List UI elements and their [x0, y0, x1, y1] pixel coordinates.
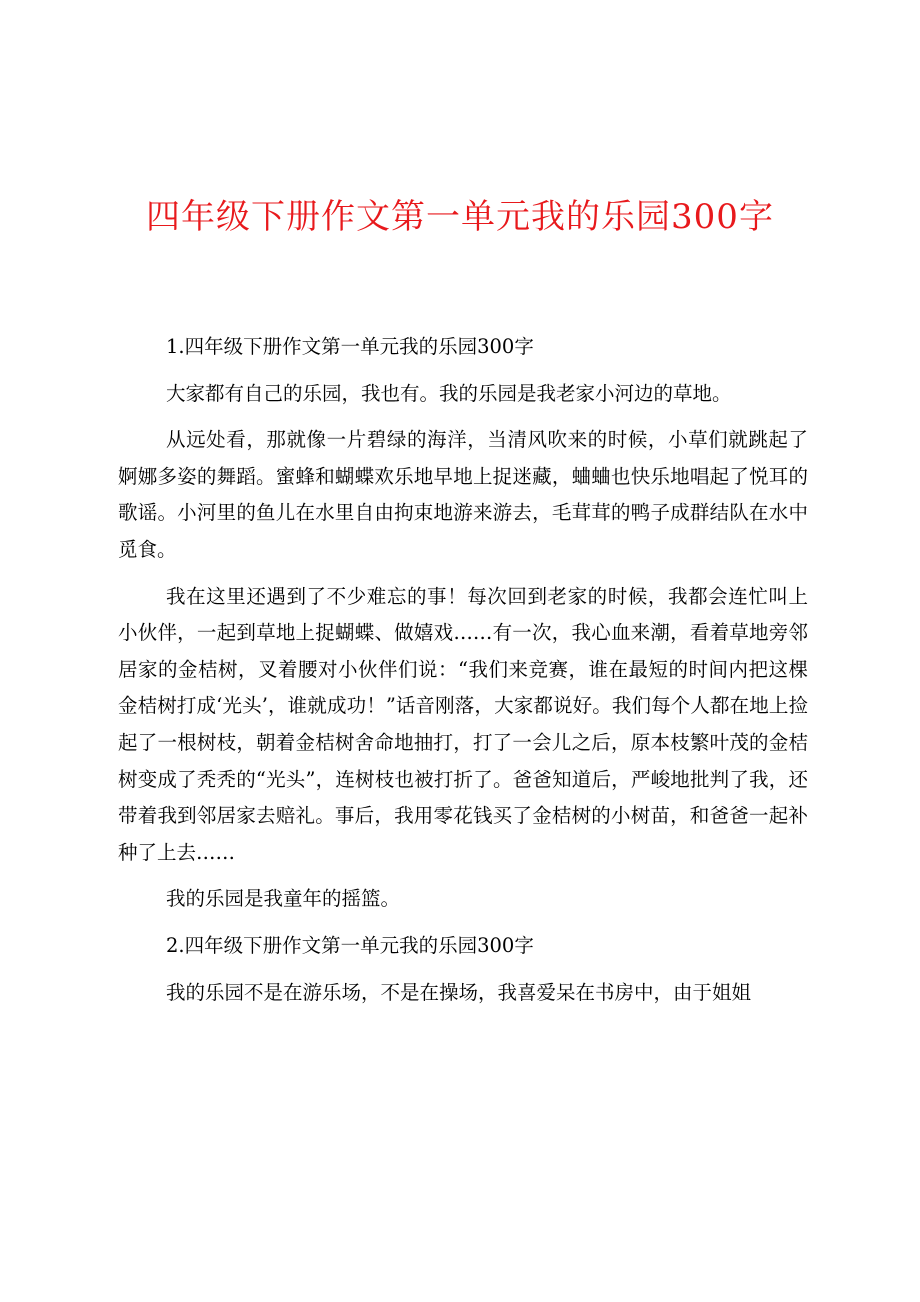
section-heading-1: 1.四年级下册作文第一单元我的乐园300字: [166, 335, 534, 358]
page-title: 四年级下册作文第一单元我的乐园300字: [146, 197, 774, 237]
paragraph: 我在这里还遇到了不少难忘的事！每次回到老家的时候，我都会连忙叫上小伙伴，一起到草地上捉蝴蝶、做嬉戏……有一次，我心血来潮，看着草地旁邻居家的金桔树，叉着腰对小伙伴们说：“我们来竞赛，谁在最短的时间内把这棵金桔树打成‘光头’，谁就成功！”话音刚落，大家都说好。我们每个人都在地上捡起了一根树枝，朝着金桔树舍命地抽打，打了一会儿之后，原本枝繁叶茂的金桔树变成了秃秃的“光头”，连树枝也被打折了。爸爸知道后，严峻地批判了我，还带着我到邻居家去赔礼。事后，我用零花钱买了金桔树的小树苗，和爸爸一起补种了上去……: [118, 584, 808, 864]
section-heading-2: 2.四年级下册作文第一单元我的乐园300字: [166, 933, 534, 957]
article-body: [118, 329, 808, 1011]
paragraph: 我的乐园不是在游乐场，不是在操场，我喜爱呆在书房中，由于姐姐: [166, 980, 752, 1004]
paragraph: 大家都有自己的乐园，我也有。我的乐园是我老家小河边的草地。: [166, 381, 732, 405]
paragraph: 我的乐园是我童年的摇篮。: [166, 887, 401, 911]
paragraph: 从远处看，那就像一片碧绿的海洋，当清风吹来的时候，小草们就跳起了婀娜多姿的舞蹈。蜜蜂和蝴蝶欢乐地早地上捉迷藏，蛐蛐也快乐地唱起了悦耳的歌谣。小河里的鱼儿在水里自由拘束地游来游去，毛茸茸的鸭子成群结队在水中觅食。: [118, 428, 808, 561]
